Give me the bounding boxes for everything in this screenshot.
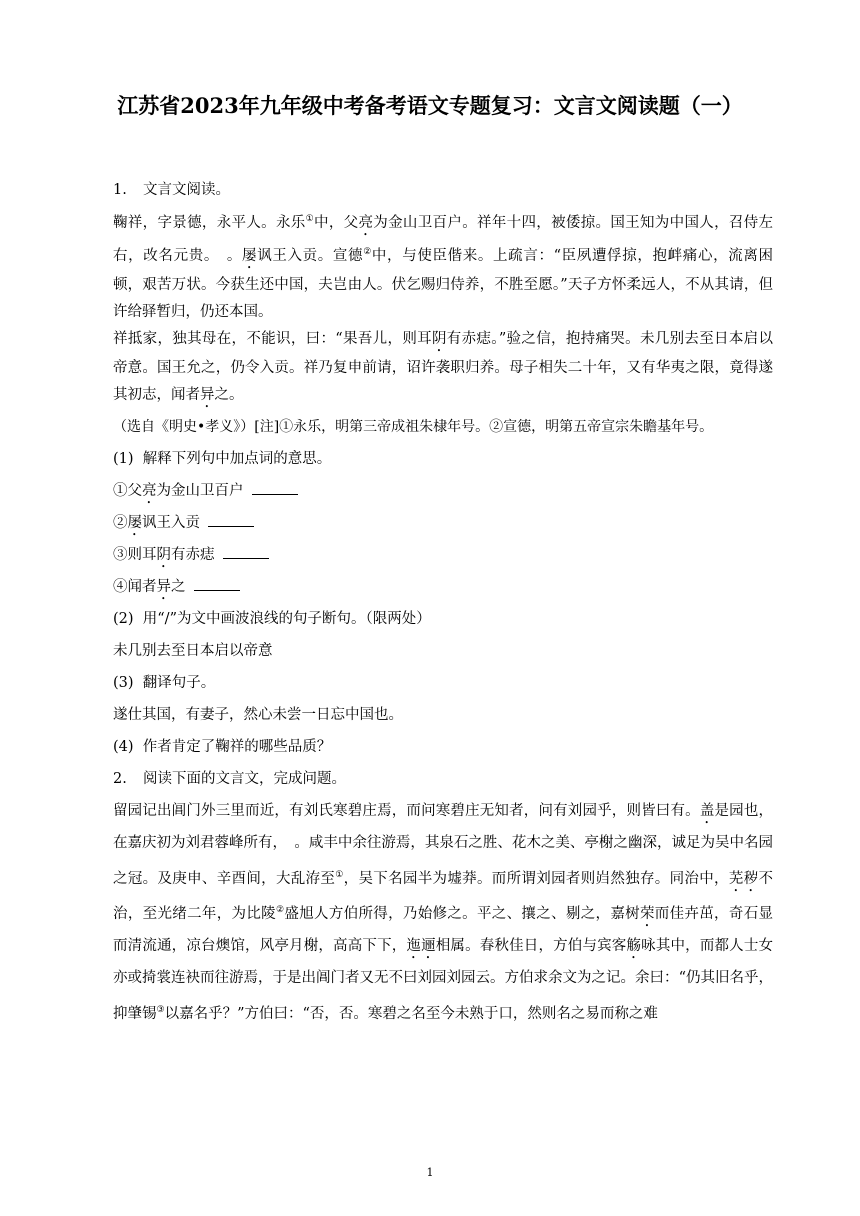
sub-question-3: (3) 翻译句子。 [113, 674, 216, 691]
page-title: 江苏省2023年九年级中考备考语文专题复习：文言文阅读题（一） [117, 93, 743, 118]
dotted-word: 芜秽 [728, 870, 759, 887]
document-body [113, 174, 773, 1030]
question-heading-text: 阅读下面的文言文，完成问题。 [143, 770, 346, 787]
sub-question-1-item-2: ②屡讽王入贡 [113, 507, 773, 539]
question-number: 1. [113, 182, 127, 198]
passage-1-paragraph-1: 鞠祥，字景德，永平人。永乐①中，父亮为金山卫百户。祥年十四，被倭掠。国王知为中国人，召侍左右，改名元贵。 。屡讽王入贡。宣德②中，与使臣偕来。上疏言：“臣夙遭俘掠，抱衅痛心，流离困顿，艰苦万状。今获生还中国，夫岂由人。伏乞赐归侍养，不胜至愿。”天子方怀柔远人，不从其请，但许给驿暂归，仍还本国。 [113, 214, 774, 320]
answer-blank[interactable] [208, 512, 254, 527]
passage-2-paragraph-1: 留园记出阊门外三里而近，有刘氏寒碧庄焉，而问寒碧庄无知者，问有刘园乎，则皆曰有。盖是园也，在嘉庆初为刘君蓉峰所有， 。咸丰中余往游焉，其泉石之胜、花木之美、亭榭之幽深，诚足为吴中名园之冠。及庚申、辛酉间，大乱洊至①，吴下名园半为墟莽。而所谓刘园者则岿然独存。同治中，芜秽不治，至光绪二年，为比陵②盛旭人方伯所得，乃始修之。平之、攘之、剔之，嘉树荣而佳卉茁，奇石显而清流通，凉台燠馆，风亭月榭，高高下下，迤逦相属。春秋佳日，方伯与宾客觞咏其中，而都人士女亦或掎裳连袂而往游焉，于是出阊门者又无不曰刘园刘园云。方伯求余文为之记。余曰：“仍其旧名乎，抑肇锡③以嘉名乎？”方伯曰：“否，否。寒碧之名至今未熟于口，然则名之易而称之难 [113, 802, 774, 1023]
sub-question-4: (4) 作者肯定了鞠祥的哪些品质？ [113, 738, 332, 755]
sub-question-1-item-1: ①父亮为金山卫百户 [113, 475, 773, 507]
sub-question-2: (2) 用“/”为文中画波浪线的句子断句。（限两处） [113, 610, 431, 627]
dotted-word: 盖 [699, 802, 715, 819]
dotted-word: 荣 [639, 906, 655, 923]
question-number: 2. [113, 770, 127, 787]
dotted-word: 阴 [431, 330, 447, 347]
passage-1-source-note: （选自《明史•孝义》）[注]①永乐，明第三帝成祖朱棣年号。②宣德，明第五帝宣宗朱瞻基年号。 [113, 418, 714, 435]
passage-1-paragraph-2: 祥抵家，独其母在，不能识，曰：“果吾儿，则耳阴有赤痣。”验之信，抱持痛哭。未几别去至日本启以帝意。国王允之，仍令入贡。祥乃复申前请，诏许袭职归养。母子相失二十年，又有华夷之限，竟得遂其初志，闻者异之。 [113, 330, 774, 403]
question-heading-text: 文言文阅读。 [143, 182, 230, 198]
sub-question-3-sentence: 遂仕其国，有妻子，然心未尝一日忘中国也。 [113, 706, 403, 723]
question-2-heading [113, 763, 773, 795]
sub-question-2-sentence: 未几别去至日本启以帝意 [113, 642, 273, 659]
dotted-word: 屡 [242, 247, 258, 264]
question-1-heading [113, 174, 773, 206]
dotted-word: 亮 [358, 214, 374, 231]
answer-blank[interactable] [194, 576, 240, 591]
answer-blank[interactable] [223, 544, 269, 559]
page-number: 1 [426, 1166, 434, 1179]
dotted-word: 觞 [626, 938, 642, 955]
dotted-word: 迤逦 [406, 938, 436, 955]
answer-blank[interactable] [252, 480, 298, 495]
sub-question-1-item-4: ④闻者异之 [113, 571, 773, 603]
sub-question-1: (1) 解释下列句中加点词的意思。 [113, 450, 332, 467]
sub-question-1-item-3: ③则耳阴有赤痣 [113, 539, 773, 571]
dotted-word: 异 [200, 386, 215, 403]
